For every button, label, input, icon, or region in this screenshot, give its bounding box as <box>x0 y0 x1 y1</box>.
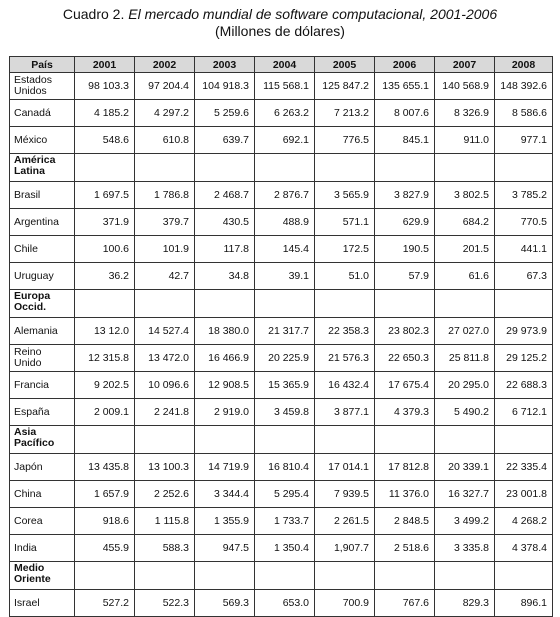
value-cell: 201.5 <box>435 236 495 263</box>
empty-cell <box>75 426 135 454</box>
column-header-year: 2003 <box>195 57 255 73</box>
empty-cell <box>135 562 195 590</box>
value-cell: 700.9 <box>315 590 375 617</box>
software-market-table <box>9 56 553 617</box>
region-label: América Latina <box>10 154 75 182</box>
value-cell: 522.3 <box>135 590 195 617</box>
value-cell: 9 202.5 <box>75 372 135 399</box>
table-row <box>10 454 553 481</box>
empty-cell <box>435 562 495 590</box>
value-cell: 4 378.4 <box>495 535 553 562</box>
empty-cell <box>375 426 435 454</box>
value-cell: 100.6 <box>75 236 135 263</box>
empty-cell <box>135 290 195 318</box>
value-cell: 25 811.8 <box>435 345 495 372</box>
header-row <box>10 57 553 73</box>
empty-cell <box>255 154 315 182</box>
value-cell: 918.6 <box>75 508 135 535</box>
value-cell: 135 655.1 <box>375 73 435 100</box>
empty-cell <box>375 290 435 318</box>
country-label: Argentina <box>10 209 75 236</box>
value-cell: 4 379.3 <box>375 399 435 426</box>
value-cell: 5 259.6 <box>195 100 255 127</box>
caption-subtitle: (Millones de dólares) <box>215 23 345 39</box>
empty-cell <box>435 426 495 454</box>
value-cell: 2 919.0 <box>195 399 255 426</box>
table-row <box>10 372 553 399</box>
caption-title: El mercado mundial de software computacional, 2001-2006 <box>128 6 498 22</box>
value-cell: 190.5 <box>375 236 435 263</box>
table-row <box>10 263 553 290</box>
value-cell: 7 939.5 <box>315 481 375 508</box>
value-cell: 20 295.0 <box>435 372 495 399</box>
value-cell: 767.6 <box>375 590 435 617</box>
value-cell: 8 326.9 <box>435 100 495 127</box>
country-label: Japón <box>10 454 75 481</box>
value-cell: 20 225.9 <box>255 345 315 372</box>
value-cell: 22 358.3 <box>315 318 375 345</box>
value-cell: 5 295.4 <box>255 481 315 508</box>
table-row <box>10 73 553 100</box>
table-row <box>10 535 553 562</box>
value-cell: 101.9 <box>135 236 195 263</box>
value-cell: 569.3 <box>195 590 255 617</box>
value-cell: 3 802.5 <box>435 182 495 209</box>
empty-cell <box>75 562 135 590</box>
value-cell: 571.1 <box>315 209 375 236</box>
value-cell: 148 392.6 <box>495 73 553 100</box>
value-cell: 23 802.3 <box>375 318 435 345</box>
value-cell: 639.7 <box>195 127 255 154</box>
value-cell: 8 007.6 <box>375 100 435 127</box>
value-cell: 2 876.7 <box>255 182 315 209</box>
value-cell: 39.1 <box>255 263 315 290</box>
empty-cell <box>315 562 375 590</box>
value-cell: 23 001.8 <box>495 481 553 508</box>
empty-cell <box>75 154 135 182</box>
column-header-year: 2007 <box>435 57 495 73</box>
value-cell: 610.8 <box>135 127 195 154</box>
region-label: Asia Pacífico <box>10 426 75 454</box>
value-cell: 845.1 <box>375 127 435 154</box>
value-cell: 21 576.3 <box>315 345 375 372</box>
empty-cell <box>195 154 255 182</box>
region-label: Medio Oriente <box>10 562 75 590</box>
empty-cell <box>75 290 135 318</box>
value-cell: 36.2 <box>75 263 135 290</box>
empty-cell <box>495 426 553 454</box>
column-header-country: País <box>10 57 75 73</box>
country-label: Estados Unidos <box>10 73 75 100</box>
table-row <box>10 481 553 508</box>
value-cell: 12 315.8 <box>75 345 135 372</box>
empty-cell <box>435 290 495 318</box>
empty-cell <box>195 426 255 454</box>
value-cell: 3 499.2 <box>435 508 495 535</box>
value-cell: 896.1 <box>495 590 553 617</box>
country-label: China <box>10 481 75 508</box>
value-cell: 57.9 <box>375 263 435 290</box>
value-cell: 17 675.4 <box>375 372 435 399</box>
region-row <box>10 562 553 590</box>
value-cell: 548.6 <box>75 127 135 154</box>
region-row <box>10 154 553 182</box>
value-cell: 2 261.5 <box>315 508 375 535</box>
value-cell: 16 327.7 <box>435 481 495 508</box>
value-cell: 947.5 <box>195 535 255 562</box>
value-cell: 7 213.2 <box>315 100 375 127</box>
value-cell: 770.5 <box>495 209 553 236</box>
country-label: Chile <box>10 236 75 263</box>
value-cell: 15 365.9 <box>255 372 315 399</box>
region-row <box>10 290 553 318</box>
value-cell: 1 350.4 <box>255 535 315 562</box>
value-cell: 67.3 <box>495 263 553 290</box>
country-label: Francia <box>10 372 75 399</box>
empty-cell <box>375 154 435 182</box>
region-label: Europa Occid. <box>10 290 75 318</box>
value-cell: 441.1 <box>495 236 553 263</box>
value-cell: 10 096.6 <box>135 372 195 399</box>
value-cell: 97 204.4 <box>135 73 195 100</box>
value-cell: 3 459.8 <box>255 399 315 426</box>
value-cell: 51.0 <box>315 263 375 290</box>
value-cell: 27 027.0 <box>435 318 495 345</box>
value-cell: 3 344.4 <box>195 481 255 508</box>
table-row <box>10 236 553 263</box>
column-header-year: 2005 <box>315 57 375 73</box>
empty-cell <box>495 290 553 318</box>
value-cell: 911.0 <box>435 127 495 154</box>
column-header-year: 2006 <box>375 57 435 73</box>
value-cell: 13 100.3 <box>135 454 195 481</box>
value-cell: 29 973.9 <box>495 318 553 345</box>
empty-cell <box>255 426 315 454</box>
value-cell: 13 12.0 <box>75 318 135 345</box>
value-cell: 2 848.5 <box>375 508 435 535</box>
empty-cell <box>135 154 195 182</box>
value-cell: 42.7 <box>135 263 195 290</box>
value-cell: 14 719.9 <box>195 454 255 481</box>
value-cell: 5 490.2 <box>435 399 495 426</box>
value-cell: 692.1 <box>255 127 315 154</box>
country-label: Reino Unido <box>10 345 75 372</box>
value-cell: 430.5 <box>195 209 255 236</box>
value-cell: 1 733.7 <box>255 508 315 535</box>
table-row <box>10 508 553 535</box>
value-cell: 6 263.2 <box>255 100 315 127</box>
value-cell: 104 918.3 <box>195 73 255 100</box>
value-cell: 2 009.1 <box>75 399 135 426</box>
country-label: México <box>10 127 75 154</box>
value-cell: 3 785.2 <box>495 182 553 209</box>
value-cell: 172.5 <box>315 236 375 263</box>
caption-title-line <box>0 6 560 23</box>
country-label: Brasil <box>10 182 75 209</box>
value-cell: 34.8 <box>195 263 255 290</box>
table-row <box>10 318 553 345</box>
table-row <box>10 345 553 372</box>
value-cell: 1 115.8 <box>135 508 195 535</box>
value-cell: 527.2 <box>75 590 135 617</box>
column-header-year: 2002 <box>135 57 195 73</box>
value-cell: 4 185.2 <box>75 100 135 127</box>
empty-cell <box>135 426 195 454</box>
value-cell: 588.3 <box>135 535 195 562</box>
empty-cell <box>495 562 553 590</box>
country-label: India <box>10 535 75 562</box>
value-cell: 2 468.7 <box>195 182 255 209</box>
column-header-year: 2004 <box>255 57 315 73</box>
country-label: Uruguay <box>10 263 75 290</box>
column-header-year: 2001 <box>75 57 135 73</box>
empty-cell <box>435 154 495 182</box>
value-cell: 1 657.9 <box>75 481 135 508</box>
value-cell: 1 697.5 <box>75 182 135 209</box>
value-cell: 4 268.2 <box>495 508 553 535</box>
value-cell: 20 339.1 <box>435 454 495 481</box>
country-label: España <box>10 399 75 426</box>
value-cell: 488.9 <box>255 209 315 236</box>
value-cell: 977.1 <box>495 127 553 154</box>
value-cell: 21 317.7 <box>255 318 315 345</box>
empty-cell <box>195 290 255 318</box>
value-cell: 4 297.2 <box>135 100 195 127</box>
value-cell: 1,907.7 <box>315 535 375 562</box>
value-cell: 22 335.4 <box>495 454 553 481</box>
value-cell: 8 586.6 <box>495 100 553 127</box>
value-cell: 140 568.9 <box>435 73 495 100</box>
value-cell: 16 810.4 <box>255 454 315 481</box>
value-cell: 11 376.0 <box>375 481 435 508</box>
empty-cell <box>195 562 255 590</box>
value-cell: 17 014.1 <box>315 454 375 481</box>
value-cell: 684.2 <box>435 209 495 236</box>
value-cell: 29 125.2 <box>495 345 553 372</box>
table-caption <box>0 0 560 40</box>
value-cell: 145.4 <box>255 236 315 263</box>
empty-cell <box>255 562 315 590</box>
value-cell: 117.8 <box>195 236 255 263</box>
country-label: Alemania <box>10 318 75 345</box>
empty-cell <box>315 426 375 454</box>
value-cell: 3 335.8 <box>435 535 495 562</box>
value-cell: 13 435.8 <box>75 454 135 481</box>
value-cell: 18 380.0 <box>195 318 255 345</box>
table-row <box>10 399 553 426</box>
empty-cell <box>375 562 435 590</box>
value-cell: 1 355.9 <box>195 508 255 535</box>
value-cell: 455.9 <box>75 535 135 562</box>
table-row <box>10 182 553 209</box>
caption-prefix: Cuadro 2. <box>62 6 129 22</box>
region-row <box>10 426 553 454</box>
country-label: Canadá <box>10 100 75 127</box>
value-cell: 3 565.9 <box>315 182 375 209</box>
value-cell: 379.7 <box>135 209 195 236</box>
value-cell: 1 786.8 <box>135 182 195 209</box>
value-cell: 2 252.6 <box>135 481 195 508</box>
country-label: Israel <box>10 590 75 617</box>
value-cell: 22 688.3 <box>495 372 553 399</box>
table-row <box>10 209 553 236</box>
value-cell: 125 847.2 <box>315 73 375 100</box>
value-cell: 22 650.3 <box>375 345 435 372</box>
value-cell: 6 712.1 <box>495 399 553 426</box>
value-cell: 61.6 <box>435 263 495 290</box>
value-cell: 115 568.1 <box>255 73 315 100</box>
value-cell: 371.9 <box>75 209 135 236</box>
empty-cell <box>255 290 315 318</box>
country-label: Corea <box>10 508 75 535</box>
column-header-year: 2008 <box>495 57 553 73</box>
value-cell: 653.0 <box>255 590 315 617</box>
value-cell: 13 472.0 <box>135 345 195 372</box>
value-cell: 2 241.8 <box>135 399 195 426</box>
empty-cell <box>315 290 375 318</box>
value-cell: 776.5 <box>315 127 375 154</box>
value-cell: 12 908.5 <box>195 372 255 399</box>
table-row <box>10 100 553 127</box>
value-cell: 16 466.9 <box>195 345 255 372</box>
value-cell: 17 812.8 <box>375 454 435 481</box>
value-cell: 98 103.3 <box>75 73 135 100</box>
value-cell: 3 877.1 <box>315 399 375 426</box>
empty-cell <box>315 154 375 182</box>
empty-cell <box>495 154 553 182</box>
value-cell: 829.3 <box>435 590 495 617</box>
value-cell: 629.9 <box>375 209 435 236</box>
table-row <box>10 590 553 617</box>
value-cell: 2 518.6 <box>375 535 435 562</box>
table-body <box>10 73 553 617</box>
table-row <box>10 127 553 154</box>
value-cell: 14 527.4 <box>135 318 195 345</box>
value-cell: 16 432.4 <box>315 372 375 399</box>
value-cell: 3 827.9 <box>375 182 435 209</box>
